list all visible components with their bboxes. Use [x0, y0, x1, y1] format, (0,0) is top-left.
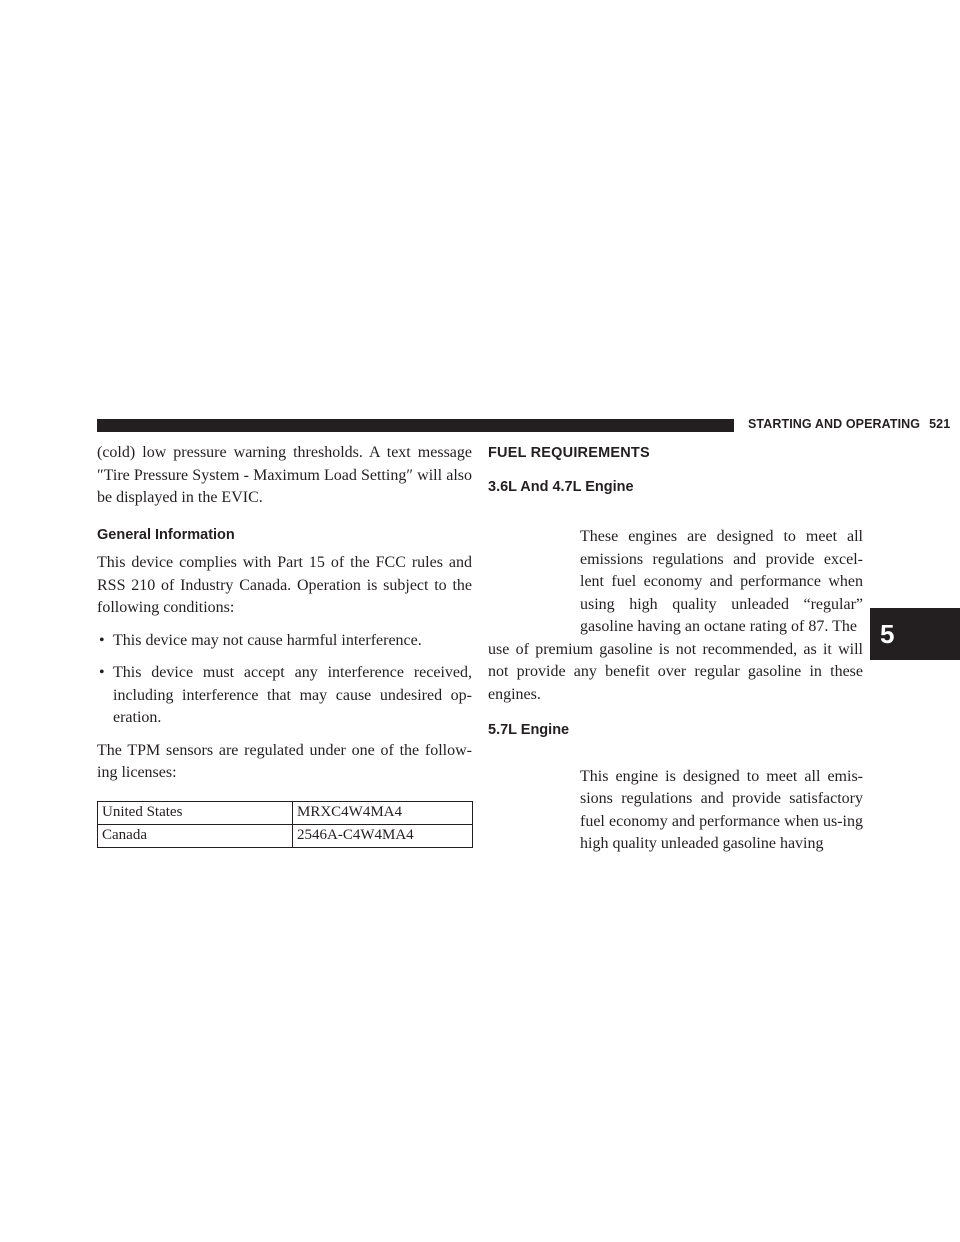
list-item: [97, 630, 472, 653]
tpm-paragraph: The TPM sensors are regulated under one of the follow-ing licenses:: [97, 741, 472, 781]
engine-36-47-continued-text: use of premium gasoline is not recommended, as it will not provide any benefit over regular gasoline in these engines.: [488, 640, 863, 703]
page-number: 521: [929, 417, 951, 431]
license-id: MRXC4W4MA4: [293, 801, 473, 824]
fuel-requirements-heading: FUEL REQUIREMENTS: [488, 445, 650, 461]
list-item-text: This device may not cause harmful interference.: [113, 631, 422, 649]
table-row: [98, 801, 473, 824]
license-region: Canada: [98, 824, 293, 847]
list-item: [97, 662, 472, 730]
engine-36-47-heading: 3.6L And 4.7L Engine: [488, 478, 634, 495]
engine-36-47-indented-text: These engines are designed to meet all emissions regulations and provide excel-lent fuel economy and performance when using high quality unleaded “regular” gasoline having an octane rating of 87. The: [580, 528, 863, 635]
bullet-icon: •: [99, 631, 105, 649]
left-column: [97, 442, 472, 848]
section-title: STARTING AND OPERATING: [748, 417, 921, 431]
general-information-paragraph: This device complies with Part 15 of the FCC rules and RSS 210 of Industry Canada. Operation is subject to the following conditions:: [97, 554, 472, 616]
license-table: [97, 801, 473, 848]
license-region: United States: [98, 801, 293, 824]
chapter-tab: 5: [870, 608, 960, 660]
header-rule: [97, 419, 734, 432]
list-item-text: This device must accept any interference received, including interference that may cause undesired op-eration.: [113, 664, 472, 726]
conditions-list: [97, 630, 472, 730]
general-information-heading: General Information: [97, 526, 235, 543]
right-column: [488, 442, 863, 856]
table-row: [98, 824, 473, 847]
license-id: 2546A-C4W4MA4: [293, 824, 473, 847]
intro-paragraph: (cold) low pressure warning thresholds. A text message ″Tire Pressure System - Maximum Load Setting″ will also be displayed in the EVIC.: [97, 444, 472, 506]
engine-57-indented-text: This engine is designed to meet all emis-sions regulations and provide satisfactory fuel economy and performance when us-ing high quality unleaded gasoline having: [580, 767, 863, 852]
running-header: [748, 417, 950, 431]
engine-57-heading: 5.7L Engine: [488, 722, 570, 738]
bullet-icon: •: [99, 664, 105, 681]
